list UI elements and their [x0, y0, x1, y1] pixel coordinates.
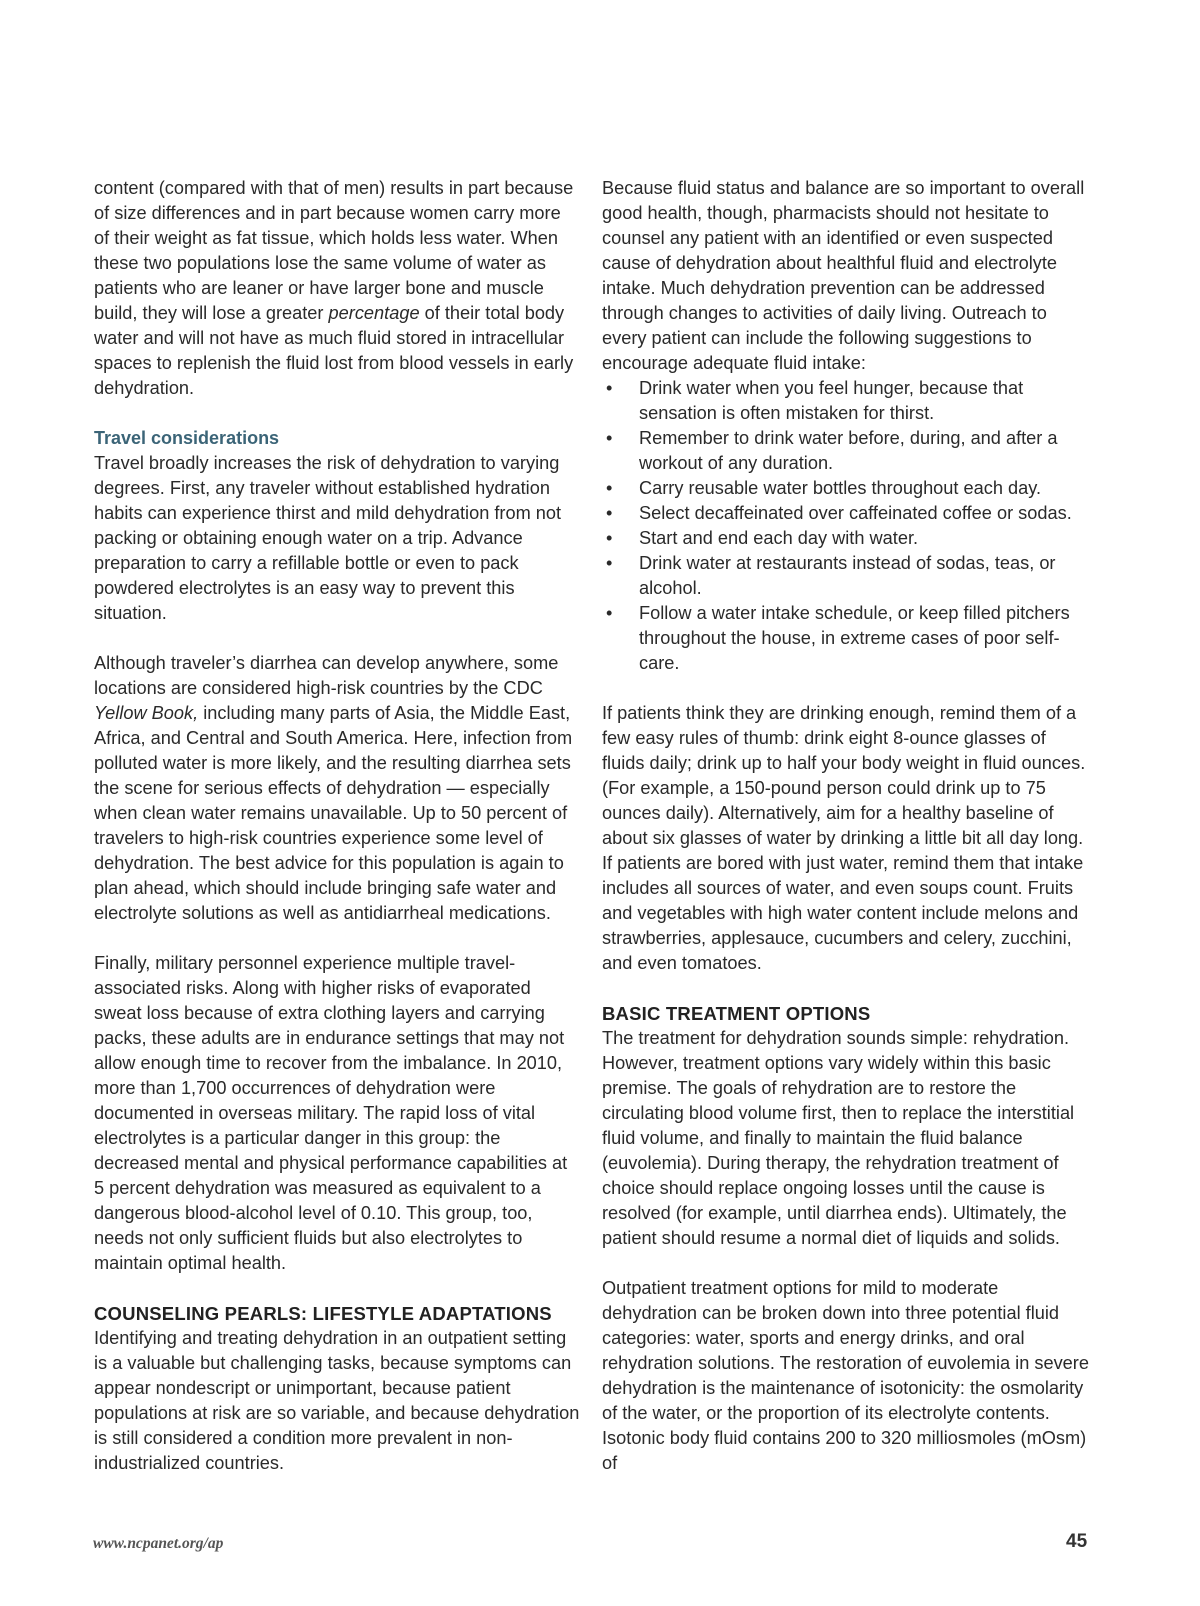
section-heading: BASIC TREATMENT OPTIONS: [602, 1003, 871, 1024]
bullet-icon: •: [606, 553, 613, 573]
footer-url: www.ncpanet.org/ap: [93, 1535, 224, 1552]
body-paragraph: Identifying and treating dehydration in an outpatient setting is a valuable but challenging tasks, because symptoms can appear nondescript or unimportant, because patient populations at risk are so variable, and because dehydration is still considered a condition more prevalent in non-industrialized countries.: [94, 1328, 580, 1473]
body-paragraph: Although traveler’s diarrhea can develop anywhere, some locations are considered high-risk countries by the CDC Yellow Book, including many parts of Asia, the Middle East, Africa, and Central and South America. Here, infection from polluted water is more likely, and the resulting diarrhea sets the scene for serious effects of dehydration — especially when clean water remains unavailable. Up to 50 percent of travelers to high-risk countries experience some level of dehydration. The best advice for this population is again to plan ahead, which should include bringing safe water and electrolyte solutions as well as antidiarrheal medications.: [94, 653, 573, 923]
body-paragraph: Finally, military personnel experience multiple travel-associated risks. Along with higher risks of evaporated sweat loss because of extra clothing layers and carrying packs, these adults are in endurance settings that may not allow enough time to recover from the imbalance. In 2010, more than 1,700 occurrences of dehydration were documented in overseas military. The rapid loss of vital electrolytes is a particular danger in this group: the decreased mental and physical performance capabilities at 5 percent dehydration was measured as equivalent to a dangerous blood-alcohol level of 0.10. This group, too, needs not only sufficient fluids but also electrolytes to maintain optimal health.: [94, 953, 568, 1273]
bullet-icon: •: [606, 603, 613, 623]
suggestion-list: [602, 376, 1092, 676]
list-item: • Drink water at restaurants instead of sodas, teas, or alcohol.: [606, 553, 1056, 598]
bullet-icon: •: [606, 378, 613, 398]
list-item: • Select decaffeinated over caffeinated coffee or sodas.: [602, 501, 1092, 526]
bullet-icon: •: [606, 528, 613, 548]
bullet-icon: •: [606, 478, 613, 498]
body-paragraph: content (compared with that of men) results in part because of size differences and in part because women carry more of their weight as fat tissue, which holds less water. When these two populations lose the same volume of water as patients who are leaner or have larger bone and muscle build, they will lose a greater percentage of their total body water and will not have as much fluid stored in intracellular spaces to replenish the fluid lost from blood vessels in early dehydration.: [94, 178, 574, 398]
body-paragraph: Outpatient treatment options for mild to moderate dehydration can be broken down into three potential fluid categories: water, sports and energy drinks, and oral rehydration solutions. The restoration of euvolemia in severe dehydration is the maintenance of isotonicity: the osmolarity of the water, or the proportion of its electrolyte contents. Isotonic body fluid contains 200 to 320 milliosmoles (mOsm) of: [602, 1278, 1089, 1473]
body-paragraph: The treatment for dehydration sounds simple: rehydration. However, treatment options vary widely within this basic premise. The goals of rehydration are to restore the circulating blood volume first, then to replace the interstitial fluid volume, and finally to maintain the fluid balance (euvolemia). During therapy, the rehydration treatment of choice should replace ongoing losses until the cause is resolved (for example, until diarrhea ends). Ultimately, the patient should resume a normal diet of liquids and solids.: [602, 1028, 1075, 1248]
section-heading: COUNSELING PEARLS: LIFESTYLE ADAPTATIONS: [94, 1303, 552, 1324]
section-subheading: Travel considerations: [94, 428, 280, 448]
body-paragraph: Because fluid status and balance are so important to overall good health, though, pharmacists should not hesitate to counsel any patient with an identified or even suspected cause of dehydration about healthful fluid and electrolyte intake. Much dehydration prevention can be addressed through changes to activities of daily living. Outreach to every patient can include the following suggestions to encourage adequate fluid intake:: [602, 178, 1085, 373]
body-paragraph: If patients think they are drinking enough, remind them of a few easy rules of thumb: drink eight 8-ounce glasses of fluids daily; drink up to half your body weight in fluid ounces. (For example, a 150-pound person could drink up to 75 ounces daily). Alternatively, aim for a healthy baseline of about six glasses of water by drinking a little bit all day long. If patients are bored with just water, remind them that intake includes all sources of water, and even soups count. Fruits and vegetables with high water content include melons and strawberries, applesauce, cucumbers and celery, zucchini, and even tomatoes.: [602, 703, 1086, 973]
list-item: • Drink water when you feel hunger, because that sensation is often mistaken for thirst.: [606, 378, 1024, 423]
list-item: • Start and end each day with water.: [602, 526, 1092, 551]
bullet-icon: •: [606, 428, 613, 448]
left-column: [94, 176, 580, 1476]
list-item: • Carry reusable water bottles throughout each day.: [602, 476, 1092, 501]
list-item: • Follow a water intake schedule, or keep filled pitchers throughout the house, in extreme cases of poor self-care.: [606, 603, 1070, 673]
bullet-icon: •: [606, 503, 613, 523]
page-number: 45: [1066, 1531, 1088, 1552]
body-paragraph: Travel broadly increases the risk of dehydration to varying degrees. First, any traveler without established hydration habits can experience thirst and mild dehydration from not packing or obtaining enough water on a trip. Advance preparation to carry a refillable bottle or even to pack powdered electrolytes is an easy way to prevent this situation.: [94, 453, 562, 623]
right-column: [602, 176, 1092, 1476]
list-item: • Remember to drink water before, during, and after a workout of any duration.: [606, 428, 1058, 473]
